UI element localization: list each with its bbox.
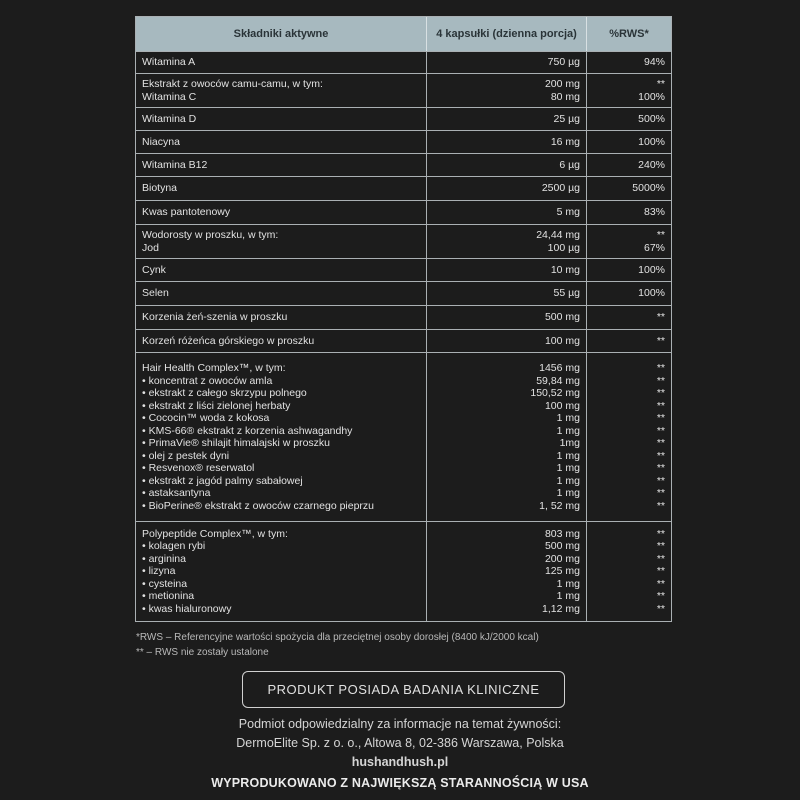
amount-cell-line: 24,44 mg xyxy=(536,229,580,241)
nutrition-table xyxy=(135,16,672,622)
amount-cell-line: 10 mg xyxy=(550,263,580,276)
ingredient-cell-line: • kolagen rybi xyxy=(142,540,206,553)
table-body xyxy=(136,51,671,621)
ingredient-cell-line: Korzeń różeńca górskiego w proszku xyxy=(142,334,315,347)
amount-cell-line: 1456 mg xyxy=(539,362,580,374)
table-row xyxy=(136,329,671,352)
amount-cell xyxy=(426,74,586,107)
amount-cell-line: 1mg xyxy=(559,437,580,449)
rws-cell-line: ** xyxy=(656,552,665,565)
footnote-rws-definition: *RWS – Referencyjne wartości spożycia dla przeciętnej osoby dorosłej (8400 kJ/2000 kcal) xyxy=(136,632,539,643)
ingredient-cell-line: Witamina B12 xyxy=(142,158,208,171)
rws-cell xyxy=(586,225,671,258)
rws-cell-line: ** xyxy=(656,565,665,578)
ingredient-cell-line: • kwas hialuronowy xyxy=(142,602,232,615)
amount-cell-line: 200 mg xyxy=(544,78,580,90)
amount-cell-line: 1 mg xyxy=(556,577,580,590)
table-row xyxy=(136,352,671,521)
amount-cell-line: 750 µg xyxy=(547,56,580,69)
table-row xyxy=(136,200,671,224)
rws-cell-line: ** xyxy=(656,412,665,424)
rws-cell-line: 5000% xyxy=(632,182,665,195)
rws-cell xyxy=(586,74,671,107)
rws-cell-line: ** xyxy=(656,540,665,553)
amount-cell xyxy=(426,108,586,130)
responsible-entity-address: DermoElite Sp. z o. o., Altowa 8, 02-386 Warszawa, Polska xyxy=(236,736,564,750)
ingredient-cell-line: • Resvenox® reserwatol xyxy=(142,462,255,474)
rws-cell-line: 240% xyxy=(638,158,665,171)
ingredient-cell xyxy=(136,108,426,130)
table-row xyxy=(136,224,671,258)
table-row xyxy=(136,153,671,176)
responsible-entity-label: Podmiot odpowiedzialny za informacje na temat żywności: xyxy=(238,717,562,731)
table-row xyxy=(136,73,671,107)
rws-cell-line: 100% xyxy=(638,135,665,148)
rws-cell xyxy=(586,282,671,305)
rws-cell-line: 100% xyxy=(638,90,665,103)
rws-cell-line: ** xyxy=(656,527,665,540)
rws-cell-line: ** xyxy=(656,424,665,437)
amount-cell-line: 16 mg xyxy=(550,135,580,148)
ingredient-cell-line: • ekstrakt z jagód palmy sabałowej xyxy=(142,474,303,487)
ingredient-cell-line: Witamina D xyxy=(142,112,197,125)
ingredient-cell-line: Ekstrakt z owoców camu-camu, w tym: xyxy=(142,78,323,90)
table-row xyxy=(136,258,671,281)
rws-cell xyxy=(586,330,671,352)
ingredient-cell-line: • ekstrakt z liści zielonej herbaty xyxy=(142,399,291,412)
rws-cell xyxy=(586,154,671,176)
amount-cell-line: 6 µg xyxy=(559,158,580,171)
rws-cell-line: 67% xyxy=(643,241,665,254)
ingredient-cell-line: Wodorosty w proszku, w tym: xyxy=(142,229,279,241)
rws-cell-line: ** xyxy=(656,462,665,474)
rws-cell-line: ** xyxy=(656,499,665,512)
ingredient-cell-line: • metionina xyxy=(142,590,195,603)
rws-cell xyxy=(586,306,671,329)
rws-cell-line: ** xyxy=(656,387,665,399)
amount-cell-line: 1 mg xyxy=(556,424,580,437)
website-link[interactable]: hushandhush.pl xyxy=(351,755,449,769)
amount-cell xyxy=(426,177,586,200)
rws-cell-line: ** xyxy=(656,487,665,499)
ingredient-cell-line: Selen xyxy=(142,287,169,300)
ingredient-cell-line: • cysteina xyxy=(142,577,188,590)
ingredient-cell xyxy=(136,282,426,305)
rws-cell xyxy=(586,177,671,200)
rws-cell xyxy=(586,108,671,130)
amount-cell-line: 200 mg xyxy=(544,552,580,565)
ingredient-cell xyxy=(136,353,426,521)
amount-cell-line: 1, 52 mg xyxy=(539,499,580,512)
amount-cell xyxy=(426,522,586,621)
rws-cell xyxy=(586,52,671,73)
ingredient-cell xyxy=(136,330,426,352)
clinical-studies-badge: PRODUKT POSIADA BADANIA KLINICZNE xyxy=(242,671,565,708)
table-row xyxy=(136,281,671,305)
ingredient-cell-line: • KMS-66® ekstrakt z korzenia ashwagandhy xyxy=(142,424,353,437)
footnote-rws-not-set: ** – RWS nie zostały ustalone xyxy=(136,647,269,658)
rws-cell-line: ** xyxy=(656,474,665,487)
ingredient-cell-line: Jod xyxy=(142,241,159,254)
rws-cell-line: 100% xyxy=(638,287,665,300)
amount-cell-line: 1 mg xyxy=(556,487,580,499)
amount-cell-line: 1 mg xyxy=(556,590,580,603)
amount-cell-line: 500 mg xyxy=(544,311,580,324)
ingredient-cell-line: • Cococin™ woda z kokosa xyxy=(142,412,270,424)
table-row xyxy=(136,176,671,200)
amount-cell-line: 100 µg xyxy=(547,241,580,254)
amount-cell-line: 1 mg xyxy=(556,449,580,462)
ingredient-cell-line: • BioPerine® ekstrakt z owoców czarnego pieprzu xyxy=(142,499,375,512)
ingredient-cell-line: Hair Health Complex™, w tym: xyxy=(142,362,286,374)
rws-cell-line: ** xyxy=(656,362,665,374)
rws-cell xyxy=(586,353,671,521)
rws-cell-line: ** xyxy=(656,334,665,347)
amount-cell-line: 1 mg xyxy=(556,462,580,474)
ingredient-cell-line: Niacyna xyxy=(142,135,180,148)
amount-cell-line: 125 mg xyxy=(544,565,580,578)
table-row xyxy=(136,51,671,73)
ingredient-cell-line: • PrimaVie® shilajit himalajski w proszku xyxy=(142,437,331,449)
ingredient-cell xyxy=(136,522,426,621)
rws-cell-line: 94% xyxy=(643,56,665,69)
ingredient-cell-line: • astaksantyna xyxy=(142,487,211,499)
amount-cell xyxy=(426,225,586,258)
amount-cell xyxy=(426,52,586,73)
amount-cell-line: 1,12 mg xyxy=(542,602,580,615)
amount-cell-line: 5 mg xyxy=(556,206,580,219)
amount-cell xyxy=(426,154,586,176)
ingredient-cell xyxy=(136,74,426,107)
ingredient-cell xyxy=(136,201,426,224)
amount-cell xyxy=(426,259,586,281)
amount-cell xyxy=(426,353,586,521)
header-daily-dose: 4 kapsułki (dzienna porcja) xyxy=(426,17,586,51)
rws-cell-line: 100% xyxy=(638,263,665,276)
amount-cell xyxy=(426,306,586,329)
ingredient-cell xyxy=(136,131,426,153)
amount-cell-line: 2500 µg xyxy=(541,182,580,195)
ingredient-cell xyxy=(136,177,426,200)
ingredient-cell-line: • ekstrakt z całego skrzypu polnego xyxy=(142,387,307,399)
table-row xyxy=(136,107,671,130)
rws-cell-line: ** xyxy=(656,229,665,241)
rws-cell-line: ** xyxy=(656,590,665,603)
rws-cell-line: ** xyxy=(656,449,665,462)
rws-cell-line: ** xyxy=(656,78,665,90)
amount-cell xyxy=(426,131,586,153)
ingredient-cell xyxy=(136,154,426,176)
ingredient-cell-line: Witamina C xyxy=(142,90,197,103)
rws-cell xyxy=(586,259,671,281)
amount-cell-line: 100 mg xyxy=(544,334,580,347)
ingredient-cell-line: Korzenia żeń-szenia w proszku xyxy=(142,311,288,324)
amount-cell xyxy=(426,282,586,305)
rws-cell-line: ** xyxy=(656,437,665,449)
amount-cell-line: 500 mg xyxy=(544,540,580,553)
amount-cell-line: 1 mg xyxy=(556,474,580,487)
amount-cell-line: 25 µg xyxy=(553,112,580,125)
ingredient-cell-line: Polypeptide Complex™, w tym: xyxy=(142,527,288,540)
ingredient-cell-line: Kwas pantotenowy xyxy=(142,206,231,219)
rws-cell-line: ** xyxy=(656,577,665,590)
ingredient-cell xyxy=(136,52,426,73)
rws-cell-line: ** xyxy=(656,374,665,387)
ingredient-cell-line: • lizyna xyxy=(142,565,176,578)
amount-cell-line: 59,84 mg xyxy=(536,374,580,387)
rws-cell-line: ** xyxy=(656,311,665,324)
rws-cell-line: ** xyxy=(656,399,665,412)
ingredient-cell-line: • koncentrat z owoców amla xyxy=(142,374,273,387)
rws-cell-line: 83% xyxy=(643,206,665,219)
table-row xyxy=(136,305,671,329)
amount-cell-line: 80 mg xyxy=(550,90,580,103)
rws-cell xyxy=(586,522,671,621)
ingredient-cell xyxy=(136,225,426,258)
amount-cell-line: 55 µg xyxy=(553,287,580,300)
amount-cell xyxy=(426,201,586,224)
ingredient-cell xyxy=(136,259,426,281)
amount-cell-line: 803 mg xyxy=(544,527,580,540)
table-header xyxy=(136,17,671,51)
amount-cell-line: 100 mg xyxy=(544,399,580,412)
ingredient-cell-line: • olej z pestek dyni xyxy=(142,449,230,462)
rws-cell-line: 500% xyxy=(638,112,665,125)
rws-cell-line: ** xyxy=(656,602,665,615)
ingredient-cell-line: • arginina xyxy=(142,552,186,565)
header-rws: %RWS* xyxy=(586,17,671,51)
ingredient-cell-line: Cynk xyxy=(142,263,166,276)
ingredient-cell-line: Biotyna xyxy=(142,182,178,195)
table-row xyxy=(136,521,671,621)
header-ingredients: Składniki aktywne xyxy=(233,28,329,40)
rws-cell xyxy=(586,131,671,153)
amount-cell xyxy=(426,330,586,352)
rws-cell xyxy=(586,201,671,224)
ingredient-cell-line: Witamina A xyxy=(142,56,196,69)
amount-cell-line: 150,52 mg xyxy=(530,387,580,399)
ingredient-cell xyxy=(136,306,426,329)
table-row xyxy=(136,130,671,153)
amount-cell-line: 1 mg xyxy=(556,412,580,424)
made-in-usa-statement: WYPRODUKOWANO Z NAJWIĘKSZĄ STARANNOŚCIĄ W USA xyxy=(211,776,589,790)
